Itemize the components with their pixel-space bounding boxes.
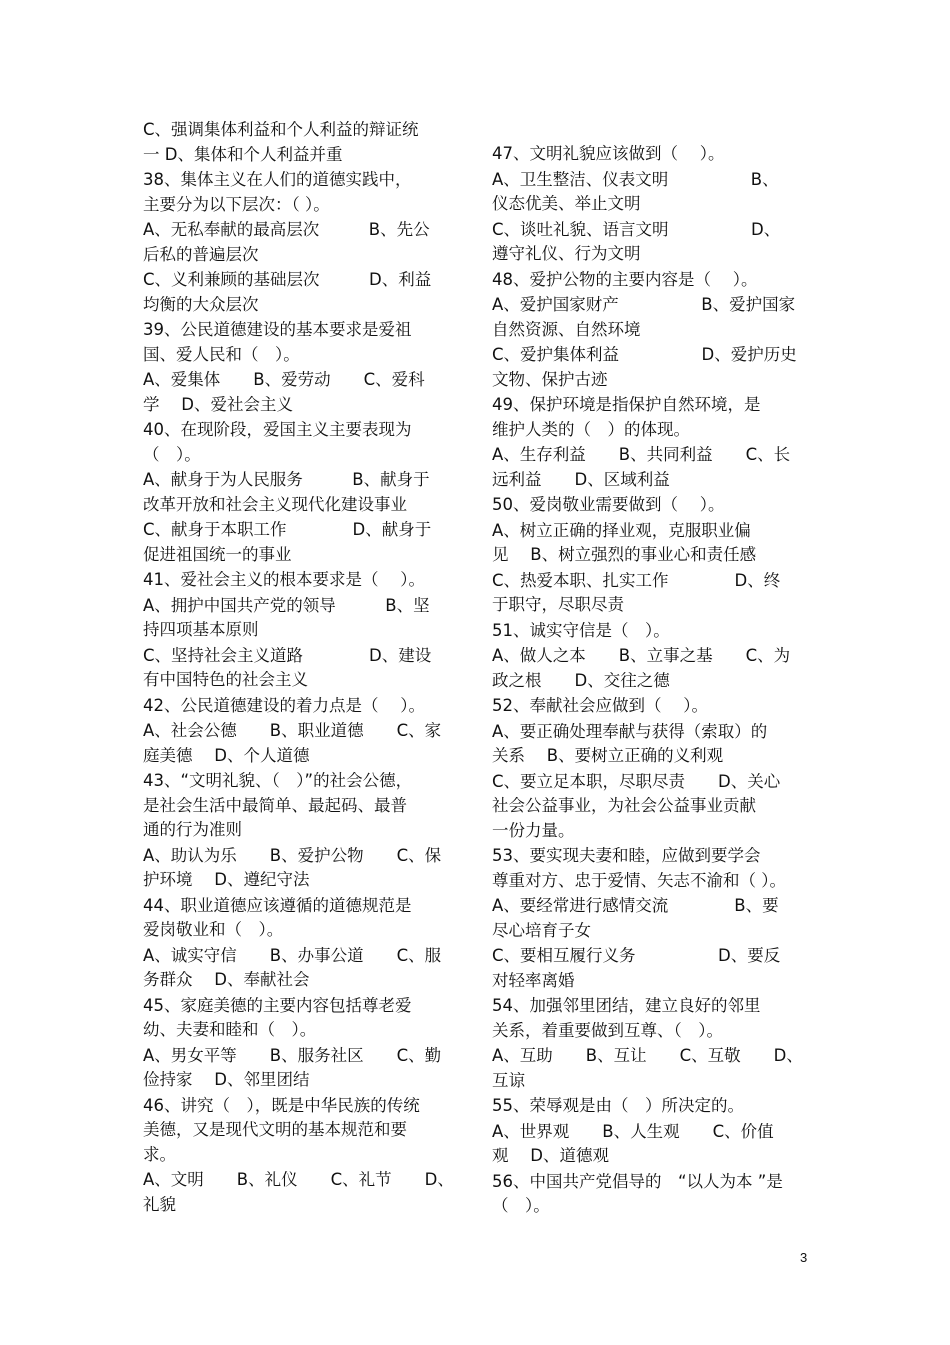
text-line: 文物、保护古迹 <box>492 369 608 389</box>
text-line: 一 D、集体和个人利益并重 <box>143 144 343 164</box>
text-line: A、诚实守信 B、办事公道 C、服 <box>143 945 442 965</box>
text-line: 远利益 D、区域利益 <box>492 469 670 489</box>
text-line: A、互助 B、互让 C、互敬 D、 <box>492 1046 803 1065</box>
text-line: 礼貌 <box>143 1194 176 1214</box>
text-line: A、生存利益 B、共同利益 C、长 <box>492 445 791 464</box>
text-line: C、谈吐礼貌、语言文明 D、 <box>492 219 781 239</box>
question-text-block <box>492 994 814 1043</box>
text-line: 主要分为以下层次：（ ）。 <box>143 194 330 214</box>
question-text-block <box>492 393 814 442</box>
text-line: 于职守，尽职尽责 <box>492 595 624 614</box>
text-line: A、爱护国家财产 B、爱护国家 <box>492 295 796 314</box>
text-line: 有中国特色的社会主义 <box>143 670 308 689</box>
text-line: A、献身于为人民服务 B、献身于 <box>143 470 430 489</box>
text-line: A、做人之本 B、立事之基 C、为 <box>492 646 791 665</box>
text-line: 务群众 D、奉献社会 <box>143 970 310 989</box>
question-text-block <box>143 644 465 693</box>
text-line: 一份力量。 <box>492 820 575 840</box>
text-line: 俭持家 D、邻里团结 <box>143 1070 310 1089</box>
text-line: 互谅 <box>492 1070 525 1090</box>
text-line: 庭美德 D、个人道德 <box>143 745 310 765</box>
question-text-block <box>492 644 814 693</box>
text-line: 44、职业道德应该遵循的道德规范是 <box>143 895 412 915</box>
question-text-block <box>143 844 465 893</box>
text-line: 国、爱人民和（ ）。 <box>143 344 300 364</box>
text-line: 关系，着重要做到互尊、（ ）。 <box>492 1020 723 1040</box>
left-column <box>143 118 465 1218</box>
text-line: 关系 B、要树立正确的义利观 <box>492 746 724 765</box>
text-line: A、树立正确的择业观，克服职业偏 <box>492 520 751 540</box>
text-line: C、要立足本职，尽职尽责 D、关心 <box>492 771 781 791</box>
text-line: 美德，又是现代文明的基本规范和要 <box>143 1120 407 1139</box>
question-text-block <box>143 118 465 167</box>
text-line: 53、要实现夫妻和睦，应做到要学会 <box>492 846 761 865</box>
text-line: 39、公民道德建设的基本要求是爱祖 <box>143 320 412 339</box>
text-line: 护环境 D、遵纪守法 <box>143 870 310 889</box>
text-line: 促进祖国统一的事业 <box>143 544 292 564</box>
text-line: 56、中国共产党倡导的 “以人为本 ”是 <box>492 1171 783 1191</box>
text-line: C、要相互履行义务 D、要反 <box>492 946 781 965</box>
question-text-block <box>143 894 465 943</box>
question-text-block <box>143 1094 465 1168</box>
text-line: 均衡的大众层次 <box>143 294 259 314</box>
question-text-block <box>492 619 814 644</box>
text-line: 自然资源、自然环境 <box>492 319 641 339</box>
text-line: A、爱集体 B、爱劳动 C、爱科 <box>143 370 425 389</box>
question-text-block <box>492 443 814 492</box>
text-line: 尊重对方、忠于爱情、矢志不渝和（ ）。 <box>492 870 786 890</box>
text-line: C、献身于本职工作 D、献身于 <box>143 520 432 539</box>
question-text-block <box>143 368 465 417</box>
text-line: 47、文明礼貌应该做到（ ）。 <box>492 144 725 163</box>
text-line: 38、集体主义在人们的道德实践中， <box>143 170 412 189</box>
question-text-block <box>492 1120 814 1169</box>
question-text-block <box>492 844 814 893</box>
question-text-block <box>492 343 814 392</box>
text-line: 仪态优美、举止文明 <box>492 194 641 213</box>
text-line: 43、“文明礼貌、（ ）”的社会公德， <box>143 771 413 790</box>
text-line: 46、讲究（ ），既是中华民族的传统 <box>143 1095 420 1115</box>
text-line: 幼、夫妻和睦和（ ）。 <box>143 1020 317 1039</box>
question-text-block <box>143 468 465 517</box>
text-line: A、男女平等 B、服务社区 C、勤 <box>143 1045 442 1065</box>
question-text-block <box>492 770 814 844</box>
text-line: 持四项基本原则 <box>143 620 259 639</box>
right-column <box>492 142 814 1220</box>
question-text-block <box>492 493 814 518</box>
text-line: C、强调集体利益和个人利益的辩证统 <box>143 120 419 139</box>
text-line: 是社会生活中最简单、最起码、最普 <box>143 795 407 815</box>
text-line: A、卫生整洁、仪表文明 B、 <box>492 169 779 189</box>
question-text-block <box>492 1170 814 1219</box>
text-line: 41、爱社会主义的根本要求是（ ）。 <box>143 570 425 589</box>
question-text-block <box>143 694 465 719</box>
text-line: A、世界观 B、人生观 C、价值 <box>492 1121 774 1141</box>
question-text-block <box>143 518 465 567</box>
text-line: 见 B、树立强烈的事业心和责任感 <box>492 545 757 564</box>
question-text-block <box>492 569 814 618</box>
question-text-block <box>492 694 814 719</box>
text-line: A、无私奉献的最高层次 B、先公 <box>143 220 430 239</box>
text-line: C、坚持社会主义道路 D、建设 <box>143 645 432 665</box>
text-line: 42、公民道德建设的着力点是（ ）。 <box>143 695 425 715</box>
text-line: 政之根 D、交往之德 <box>492 670 670 690</box>
text-line: 48、爱护公物的主要内容是（ ）。 <box>492 269 758 289</box>
text-line: 通的行为准则 <box>143 820 242 839</box>
text-line: 学 D、爱社会主义 <box>143 394 293 414</box>
text-line: A、助认为乐 B、爱护公物 C、保 <box>143 845 442 865</box>
question-text-block <box>492 1044 814 1093</box>
text-line: 对轻率离婚 <box>492 970 575 990</box>
text-line: 后私的普遍层次 <box>143 244 259 264</box>
text-line: 改革开放和社会主义现代化建设事业 <box>143 494 407 514</box>
page-number: 3 <box>800 1250 808 1265</box>
question-text-block <box>492 944 814 993</box>
text-line: 爱岗敬业和（ ）。 <box>143 920 284 939</box>
text-line: 49、保护环境是指保护自然环境，是 <box>492 395 761 414</box>
text-line: A、文明 B、礼仪 C、礼节 D、 <box>143 1170 454 1189</box>
question-text-block <box>143 719 465 768</box>
question-text-block <box>492 894 814 943</box>
question-text-block <box>143 1044 465 1093</box>
question-text-block <box>492 720 814 769</box>
question-text-block <box>492 268 814 293</box>
text-line: C、义利兼顾的基础层次 D、利益 <box>143 270 432 289</box>
text-line: 54、加强邻里团结，建立良好的邻里 <box>492 996 761 1015</box>
question-text-block <box>492 519 814 568</box>
question-text-block <box>492 1094 814 1119</box>
text-line: 遵守礼仪、行为文明 <box>492 244 641 263</box>
question-text-block <box>143 769 465 843</box>
text-line: 观 D、道德观 <box>492 1146 609 1165</box>
text-line: 52、奉献社会应做到（ ）。 <box>492 696 708 715</box>
question-text-block <box>143 994 465 1043</box>
question-text-block <box>143 318 465 367</box>
text-line: A、社会公德 B、职业道德 C、家 <box>143 721 442 740</box>
text-line: 40、在现阶段，爱国主义主要表现为 <box>143 420 412 439</box>
question-text-block <box>143 944 465 993</box>
question-text-block <box>143 594 465 643</box>
text-line: 55、荣辱观是由（ ）所决定的。 <box>492 1096 744 1115</box>
question-text-block <box>492 218 814 267</box>
text-line: 50、爱岗敬业需要做到（ ）。 <box>492 495 725 514</box>
text-line: 维护人类的（ ）的体现。 <box>492 419 690 439</box>
text-line: A、要正确处理奉献与获得（索取）的 <box>492 721 768 741</box>
text-line: （ ）。 <box>143 444 201 464</box>
question-text-block <box>143 568 465 593</box>
text-line: 社会公益事业，为社会公益事业贡献 <box>492 796 756 815</box>
question-text-block <box>143 168 465 217</box>
question-text-block <box>492 142 814 167</box>
question-text-block <box>143 1168 465 1217</box>
text-line: A、拥护中国共产党的领导 B、坚 <box>143 595 430 615</box>
question-text-block <box>492 293 814 342</box>
question-text-block <box>492 168 814 217</box>
text-line: 求。 <box>143 1144 176 1164</box>
question-text-block <box>143 418 465 467</box>
text-line: A、要经常进行感情交流 B、要 <box>492 896 779 915</box>
text-line: 45、家庭美德的主要内容包括尊老爱 <box>143 995 412 1015</box>
text-line: 51、诚实守信是（ ）。 <box>492 620 670 640</box>
text-line: C、热爱本职、扎实工作 D、终 <box>492 570 781 590</box>
text-line: （ ）。 <box>492 1196 550 1215</box>
question-text-block <box>143 268 465 317</box>
text-line: C、爱护集体利益 D、爱护历史 <box>492 345 797 364</box>
text-line: 尽心培育子女 <box>492 920 591 940</box>
question-text-block <box>143 218 465 267</box>
